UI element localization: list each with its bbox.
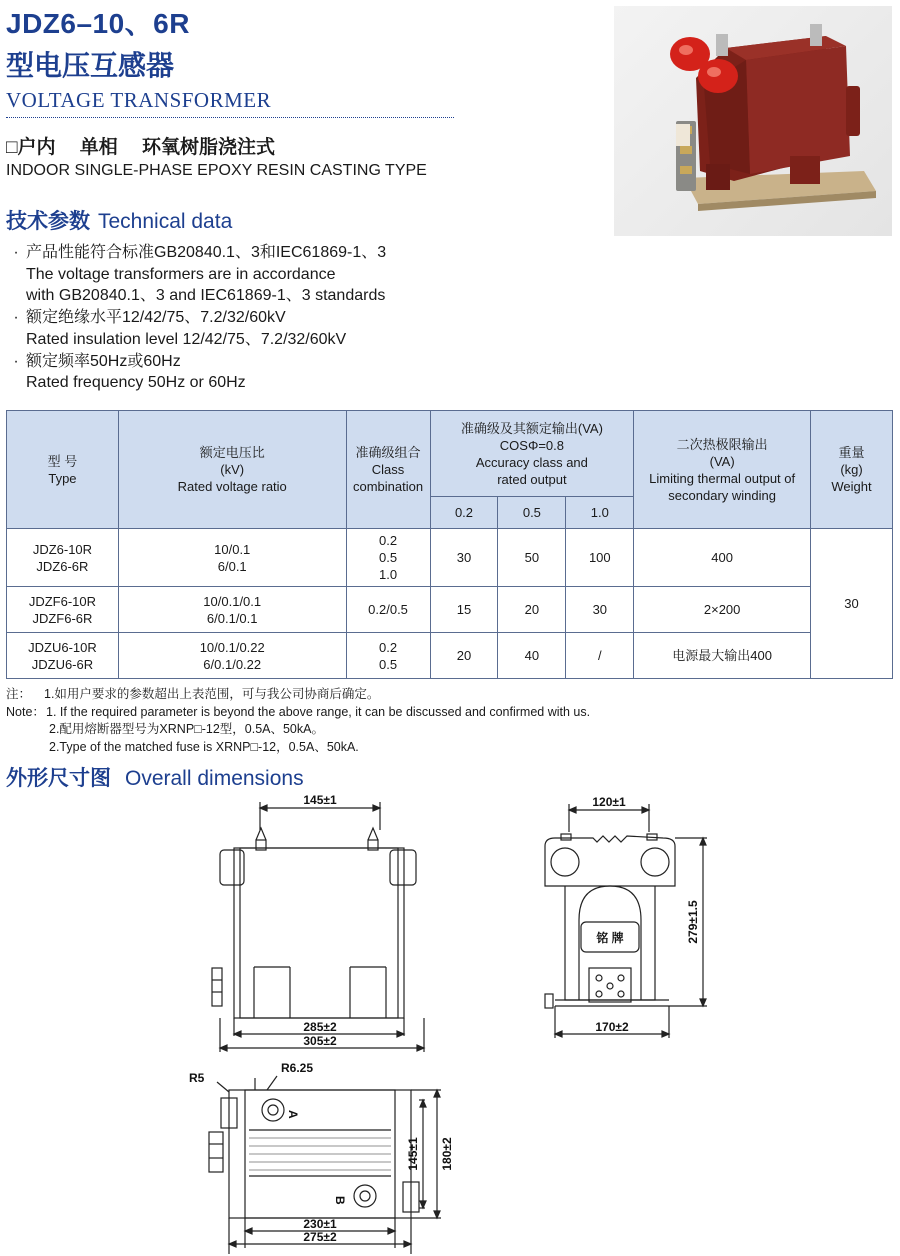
type-description-cn: □户内 单相 环氧树脂浇注式 <box>6 137 276 158</box>
dim-plan-h2: 180±2 <box>440 1137 454 1171</box>
note-2-en: 2.Type of the matched fuse is XRNP□-12，0.5A、50kA. <box>49 739 359 754</box>
list-item <box>6 372 386 394</box>
plan-view-drawing <box>185 1058 460 1254</box>
table-row: JDZF6-10R JDZF6-6R 10/0.1/0.1 6/0.1/0.1 0.2/0.5 15 20 30 2×200 <box>7 587 893 633</box>
radius-r625: R6.25 <box>281 1061 314 1075</box>
dim-front-inner: 285±2 <box>303 1020 337 1034</box>
list-item <box>6 329 386 351</box>
product-name-en: VOLTAGE TRANSFORMER <box>6 88 272 112</box>
front-view-drawing <box>190 790 450 1060</box>
header-thermal: 二次热极限输出 (VA) Limiting thermal output of secondary winding <box>634 411 811 529</box>
dim-side-height: 279±1.5 <box>686 900 700 944</box>
terminal-b: B <box>333 1196 347 1205</box>
list-item <box>6 285 386 307</box>
weight-cell: 30 <box>811 529 893 679</box>
spec-table <box>6 410 893 679</box>
nameplate-label: 铭 牌 <box>596 931 624 945</box>
tech-item-cn: 额定绝缘水平12/42/75、7.2/32/60kV <box>26 309 286 327</box>
terminal-a: A <box>286 1110 300 1119</box>
dimensions-heading-en: Overall dimensions <box>125 767 304 790</box>
header-accuracy: 准确级及其额定输出(VA) COSΦ=0.8 Accuracy class and rated output <box>430 411 634 497</box>
model-title: JDZ6–10、6R <box>6 8 190 39</box>
note-label-en: Note： <box>6 704 45 719</box>
tech-item-en: Rated insulation level 12/42/75、7.2/32/60kV <box>26 330 347 348</box>
header-weight: 重量 (kg) Weight <box>811 411 893 529</box>
title-divider <box>6 117 454 118</box>
notes <box>6 686 590 756</box>
tech-heading-cn: 技术参数 <box>6 210 90 233</box>
tech-item-cn: 产品性能符合标准GB20840.1、3和IEC61869-1、3 <box>26 244 387 261</box>
header-combination: 准确级组合 Class combination <box>346 411 430 529</box>
tech-item-cn: 额定频率50Hz或60Hz <box>26 352 181 370</box>
note-2-cn: 2.配用熔断器型号为XRNP□-12型，0.5A、50kA。 <box>49 722 324 736</box>
header-class-05: 0.5 <box>498 497 566 529</box>
dim-plan-w2: 275±2 <box>303 1230 337 1244</box>
table-row: JDZU6-10R JDZU6-6R 10/0.1/0.22 6/0.1/0.22 0.2 0.5 20 40 / 电源最大输出400 <box>7 633 893 679</box>
type-description-en: INDOOR SINGLE-PHASE EPOXY RESIN CASTING TYPE <box>6 162 427 179</box>
product-photo <box>614 6 892 236</box>
note-label-cn: 注： <box>6 687 32 701</box>
list-item: · 额定绝缘水平12/42/75、7.2/32/60kV <box>13 309 286 327</box>
dim-plan-h1: 145±1 <box>406 1137 420 1171</box>
tech-list <box>6 242 386 394</box>
list-item: · 额定频率50Hz或60Hz <box>13 352 181 370</box>
tech-heading-en: Technical data <box>98 210 233 233</box>
list-item: · 产品性能符合标准GB20840.1、3和IEC61869-1、3 <box>13 244 387 261</box>
dim-plan-w1: 230±1 <box>303 1217 337 1231</box>
dim-side-top: 120±1 <box>592 795 626 809</box>
tech-item-en: Rated frequency 50Hz or 60Hz <box>26 374 246 392</box>
note-1-cn: 1.如用户要求的参数超出上表范围，可与我公司协商后确定。 <box>44 687 380 701</box>
table-row: JDZ6-10R JDZ6-6R 10/0.1 6/0.1 0.2 0.5 1.0 30 50 100 400 30 <box>7 529 893 587</box>
dim-front-outer: 305±2 <box>303 1034 337 1048</box>
radius-r5: R5 <box>189 1071 205 1085</box>
dim-side-base: 170±2 <box>595 1020 629 1034</box>
tech-item-en: with GB20840.1、3 and IEC61869-1、3 standards <box>26 287 386 305</box>
header-ratio: 额定电压比 (kV) Rated voltage ratio <box>118 411 346 529</box>
header-type: 型 号 Type <box>7 411 119 529</box>
table-header-row <box>7 411 893 497</box>
dim-front-top: 145±1 <box>303 793 337 807</box>
tech-item-en: The voltage transformers are in accordance <box>26 265 336 283</box>
header-class-02: 0.2 <box>430 497 498 529</box>
note-1-en: 1. If the required parameter is beyond the above range, it can be discussed and confirmed with us. <box>46 704 591 719</box>
product-name-cn: 型电压互感器 <box>6 50 175 81</box>
header-class-10: 1.0 <box>566 497 634 529</box>
dimensions-heading <box>6 762 304 792</box>
list-item <box>6 264 386 286</box>
side-view-drawing <box>535 790 715 1050</box>
dimensions-heading-cn: 外形尺寸图 <box>6 767 111 790</box>
tech-heading <box>6 205 232 235</box>
